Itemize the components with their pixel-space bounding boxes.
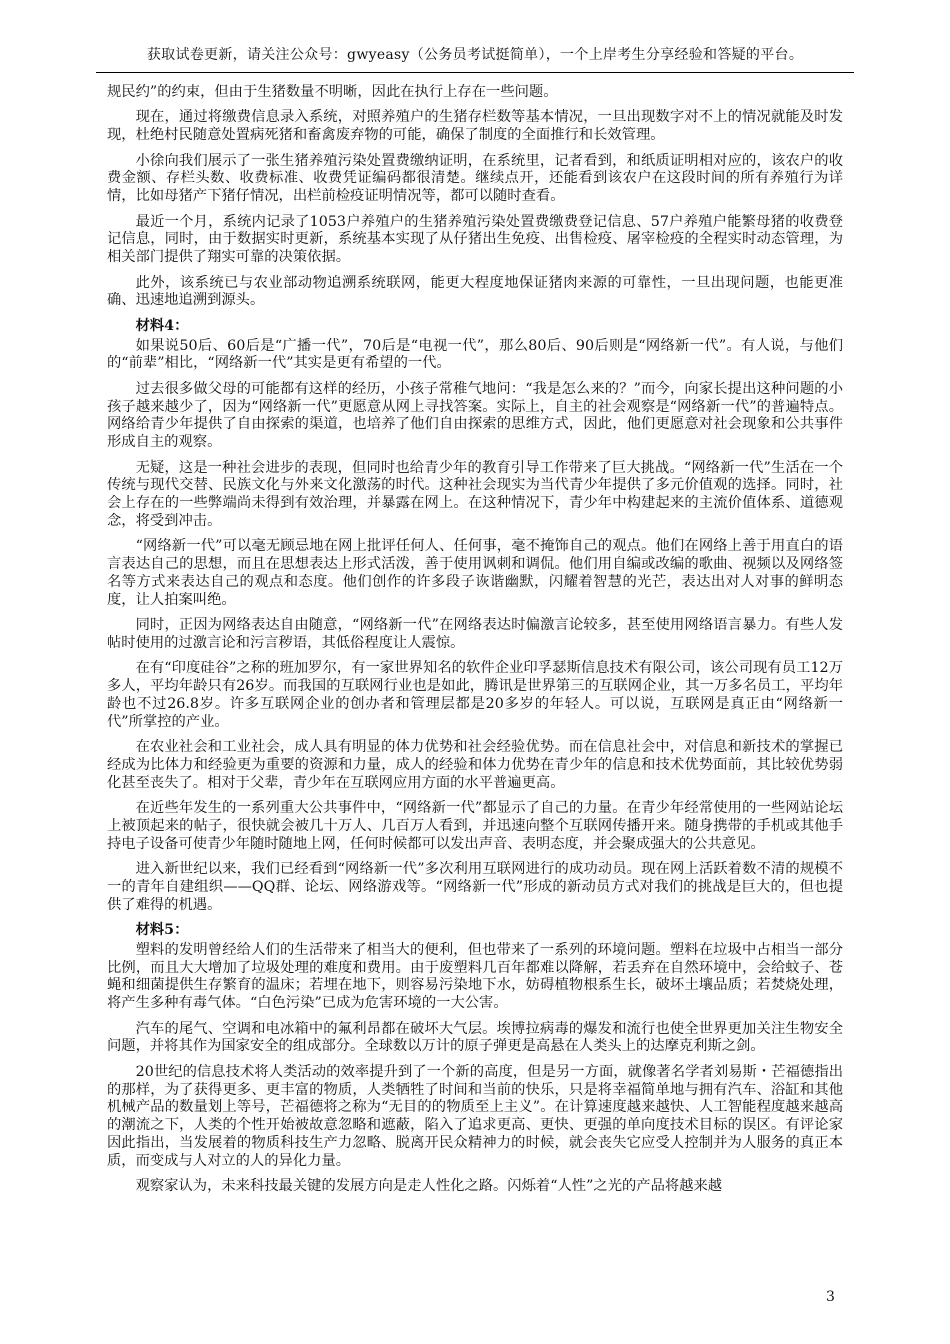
paragraph: 塑料的发明曾经给人们的生活带来了相当大的便利，但也带来了一系列的环境问题。塑料在垃圾中占相当一部分比例，而且大大增加了垃圾处理的难度和费用。由于废塑料几百年都难以降解，若丢弃在自然环境中，会给蚊子、苍蝇和细菌提供生存繁育的温床；若埋在地下，则容易污染地下水，妨碍植物根系生长，破坏土壤品质；若焚烧处理，将产生多种有毒气体。“白色污染”已成为危害环境的一大公害。 xyxy=(107,941,843,1012)
paragraph: 在农业社会和工业社会，成人具有明显的体力优势和社会经验优势。而在信息社会中，对信息和新技术的掌握已经成为比体力和经验更为重要的资源和力量，成人的经验和体力优势在青少年的信息和技术优势面前，其比较优势弱化甚至丧失了。相对于父辈，青少年在互联网应用方面的水平普遍更高。 xyxy=(107,739,843,791)
paragraph: 此外，该系统已与农业部动物追溯系统联网，能更大程度地保证猪肉来源的可靠性，一旦出现问题，也能更准确、迅速地追溯到源头。 xyxy=(107,274,843,309)
header-divider xyxy=(96,72,854,73)
paragraph: 观察家认为，未来科技最关键的发展方向是走人性化之路。闪烁着“人性”之光的产品将越来越 xyxy=(135,1178,723,1195)
paragraph: “网络新一代”可以毫无顾忌地在网上批评任何人、任何事，毫不掩饰自己的观点。他们在网络上善于用直白的语言表达自己的思想，而且在思想表达上形式活泼，善于使用讽刺和调侃。他们用自编或改编的歌曲、视频以及网络签名等方式来表达自己的观点和态度。他们创作的许多段子诙谐幽默，闪耀着智慧的光芒，表达出对人对事的鲜明态度，让人拍案叫绝。 xyxy=(107,538,843,608)
paragraph: 小徐向我们展示了一张生猪养殖污染处置费缴纳证明，在系统里，记者看到，和纸质证明相对应的，该农户的收费金额、存栏头数、收费标准、收费凭证编码都很清楚。继续点开，还能看到该农户在这段时间的所有养殖行为详情，比如母猪产下猪仔情况，出栏前检疫证明情况等，都可以随时查看。 xyxy=(107,152,843,205)
paragraph: 进入新世纪以来，我们已经看到“网络新一代”多次利用互联网进行的成功动员。现在网上活跃着数不清的规模不一的青年自建组织——QQ群、论坛、网络游戏等。“网络新一代”形成的新动员方式对我们的挑战是巨大的，但也提供了难得的机遇。 xyxy=(107,861,843,913)
paragraph: 汽车的尾气、空调和电冰箱中的氟利昂都在破坏大气层。埃博拉病毒的爆发和流行也使全世界更加关注生物安全问题，并将其作为国家安全的组成部分。全球数以万计的原子弹更是高悬在人类头上的达摩克利斯之剑。 xyxy=(107,1020,843,1055)
paragraph: 最近一个月，系统内记录了1053户养殖户的生猪养殖污染处置费缴费登记信息、57户养殖户能繁母猪的收费登记信息，同时，由于数据实时更新，系统基本实现了从仔猪出生免疫、出售检疫、屠宰检疫的全程实时动态管理，为相关部门提供了翔实可靠的决策依据。 xyxy=(107,213,843,266)
paragraph: 同时，正因为网络表达自由随意，“网络新一代”在网络表达时偏激言论较多，甚至使用网络语言暴力。有些人发帖时使用的过激言论和污言秽语，其低俗程度让人震惊。 xyxy=(107,617,843,651)
paragraph: 如果说50后、60后是“广播一代”，70后是“电视一代”，那么80后、90后则是“网络新一代”。有人说，与他们的“前辈”相比，“网络新一代”其实是更有希望的一代。 xyxy=(107,337,843,372)
section-heading: 材料5： xyxy=(135,921,189,938)
page-number: 3 xyxy=(826,1289,835,1305)
paragraph: 过去很多做父母的可能都有这样的经历，小孩子常稚气地问：“我是怎么来的？”而今，向家长提出这种问题的小孩子越来越少了，因为“网络新一代”更愿意从网上寻找答案。实际上，自主的社会观察是“网络新一代”的普遍特点。网络给青少年提供了自由探索的渠道，也培养了他们自由探索的思维方式，因此，他们更愿意对社会现象和公共事件形成自主的观察。 xyxy=(107,380,843,451)
header-notice: 获取试卷更新，请关注公众号：gwyeasy（公务员考试挺简单），一个上岸考生分享经验和答疑的平台。 xyxy=(146,47,804,63)
paragraph: 规民约”的约束，但由于生猪数量不明晰，因此在执行上存在一些问题。 xyxy=(107,84,558,100)
paragraph: 在近些年发生的一系列重大公共事件中，“网络新一代”都显示了自己的力量。在青少年经常使用的一些网站论坛上被顶起来的帖子，很快就会被几十万人、几百万人看到，并迅速向整个互联网传播开来。随身携带的手机或其他手持电子设备可使青少年随时随地上网，任何时候都可以发出声音、表明态度，并会聚成强大的公共意见。 xyxy=(107,800,843,852)
paragraph: 20世纪的信息技术将人类活动的效率提升到了一个新的高度，但是另一方面，就像著名学者刘易斯・芒福德指出的那样，为了获得更多、更丰富的物质，人类牺牲了时间和当前的快乐，只是将幸福简单地与拥有汽车、浴缸和其他机械产品的数量划上等号，芒福德将之称为“无目的的物质至上主义”。在计算速度越来越快、人工智能程度越来越高的潮流之下，人类的个性开始被故意忽略和遮蔽，陷入了追求更高、更快、更强的单向度技术目标的误区。有评论家因此指出，当发展着的物质科技生产力忽略、脱离开民众精神力的时候，就会丧失它应受人控制并为人服务的真正本质，而变成与人对立的人的异化力量。 xyxy=(107,1063,843,1169)
section-heading: 材料4： xyxy=(135,317,189,334)
paragraph: 现在，通过将缴费信息录入系统，对照养殖户的生猪存栏数等基本情况，一旦出现数字对不上的情况就能及时发现，杜绝村民随意处置病死猪和畜禽废弃物的可能，确保了制度的全面推行和长效管理。 xyxy=(107,109,843,144)
paragraph: 在有“印度硅谷”之称的班加罗尔，有一家世界知名的软件企业印孚瑟斯信息技术有限公司，该公司现有员工12万多人，平均年龄只有26岁。而我国的互联网行业也是如此，腾讯是世界第三的互联网企业，其一万多名员工，平均年龄也不过26.8岁。许多互联网企业的创办者和管理层都是20多岁的年轻人。可以说，互联网是真正由“网络新一代”所掌控的产业。 xyxy=(107,660,843,730)
document-body xyxy=(107,84,843,1204)
paragraph: 无疑，这是一种社会进步的表现，但同时也给青少年的教育引导工作带来了巨大挑战。“网络新一代”生活在一个传统与现代交替、民族文化与外来文化激荡的时代。这种社会现实为当代青少年提供了多元价值观的选择。同时，社会上存在的一些弊端尚未得到有效治理，并暴露在网上。在这种情况下，青少年中构建起来的主流价值体系、道德观念，将受到冲击。 xyxy=(107,459,843,529)
